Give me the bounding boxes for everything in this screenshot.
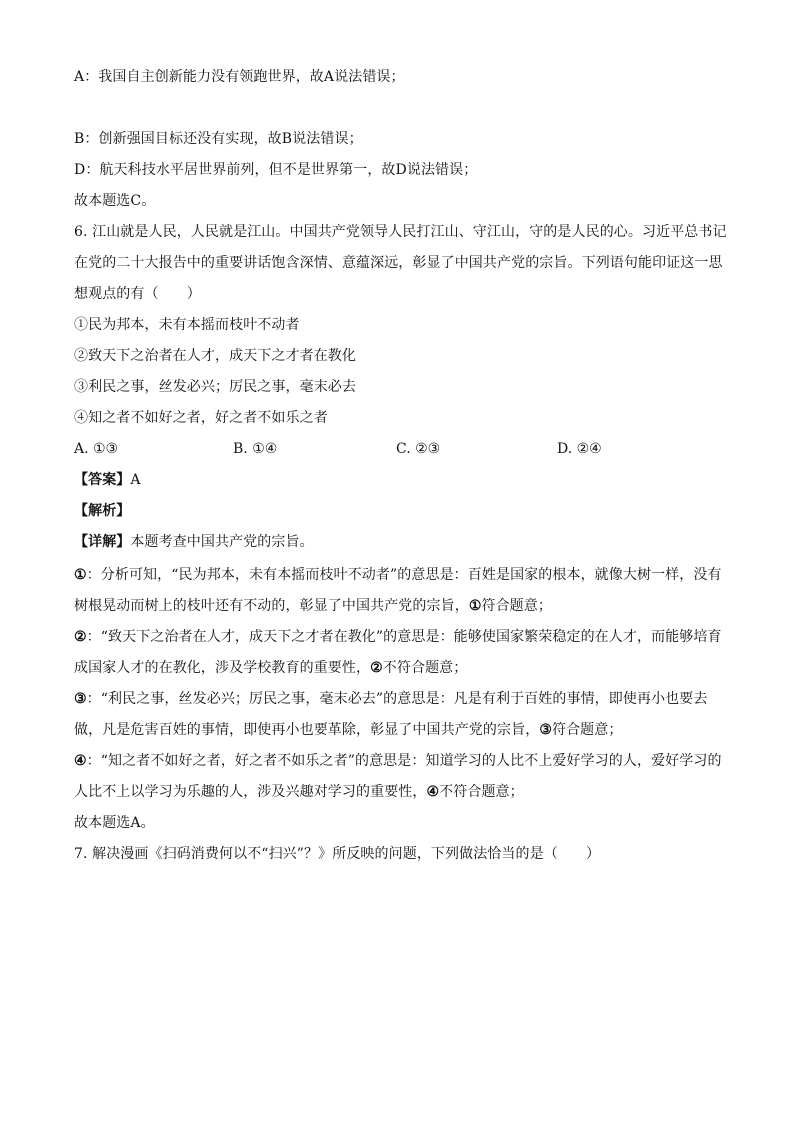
explanation-1-text2: 树根晃动而树上的枝叶还有不动的，彰显了中国共产党的宗旨，	[74, 598, 469, 614]
explanation-2-verdict-num: ②	[370, 660, 383, 676]
q6-option-b: B. ①④	[233, 441, 278, 457]
explanation-3-num: ③	[74, 691, 87, 707]
q6-stem-line1: 6. 江山就是人民，人民就是江山。中国共产党领导人民打江山、守江山，守的是人民的心。习近平总书记	[74, 224, 727, 240]
q6-option-d: D. ②④	[557, 441, 602, 457]
explanation-4-verdict: 不符合题意；	[439, 784, 524, 800]
q6-explanation-3-line1	[74, 689, 724, 709]
q6-stem-line3: 想观点的有（ ）	[74, 286, 201, 302]
explanation-1-verdict: 符合题意；	[481, 598, 552, 614]
explanation-3-verdict-num: ③	[539, 722, 552, 738]
q6-option-a: A. ①③	[74, 441, 119, 457]
q6-detail-intro	[74, 532, 724, 552]
explanation-2-text2: 成国家人才的在教化，涉及学校教育的重要性，	[74, 660, 371, 676]
prev-analysis-b: B：创新强国目标还没有实现，故B说法错误；	[74, 131, 363, 147]
q6-explanation-2-line2	[74, 658, 724, 678]
q6-conclusion: 故本题选A。	[74, 815, 155, 831]
explanation-2-num: ②	[74, 629, 87, 645]
explanation-4-verdict-num: ④	[426, 784, 440, 800]
q6-statement-4: ④知之者不如好之者，好之者不如乐之者	[74, 410, 328, 426]
explanation-3-verdict: 符合题意；	[551, 722, 623, 738]
explanation-4-text2: 人比不上以学习为乐趣的人，涉及兴趣对学习的重要性，	[74, 784, 427, 800]
analysis-tag: 【解析】	[74, 503, 131, 519]
explanation-2-verdict: 不符合题意；	[382, 660, 468, 676]
q6-option-c: C. ②③	[396, 441, 441, 457]
q6-explanation-2-line1	[74, 627, 724, 647]
q6-answer	[74, 470, 724, 490]
q6-statement-1: ①民为邦本，未有本摇而枝叶不动者	[74, 317, 300, 333]
explanation-1-verdict-num: ①	[468, 598, 482, 614]
q6-explanation-1-line2	[74, 596, 724, 616]
q6-explanation-1-line1	[74, 565, 724, 585]
q6-statement-2: ②致天下之治者在人才，成天下之才者在教化	[74, 348, 356, 364]
explanation-4-text: ：“知之者不如好之者，好之者不如乐之者”的意思是：知道学习的人比不上爱好学习的人，爱好学习的	[86, 753, 722, 769]
explanation-2-text: ：“致天下之治者在人才，成天下之才者在教化”的意思是：能够使国家繁荣稳定的在人才，而能够培育	[86, 629, 722, 645]
q6-explanation-3-line2	[74, 720, 724, 740]
explanation-1-num: ①	[74, 567, 87, 583]
explanation-1-text: ：分析可知，“民为邦本，未有本摇而枝叶不动者”的意思是：百姓是国家的根本，就像大树一样，没有	[86, 567, 722, 583]
q6-stem-line2: 在党的二十大报告中的重要讲话饱含深情、意蕴深远，彰显了中国共产党的宗旨。下列语句能印证这一思	[74, 255, 723, 271]
explanation-4-num: ④	[74, 753, 87, 769]
prev-conclusion: 故本题选C。	[74, 193, 156, 209]
q6-explanation-4-line1	[74, 751, 724, 771]
explanation-3-text2: 做，凡是危害百姓的事情，即使再小也要革除，彰显了中国共产党的宗旨，	[74, 722, 540, 738]
q7-stem: 7. 解决漫画《扫码消费何以不“扫兴”？》所反映的问题，下列做法恰当的是（ ）	[74, 846, 601, 862]
answer-tag: 【答案】	[74, 472, 131, 488]
detail-intro-text: 本题考查中国共产党的宗旨。	[130, 534, 314, 550]
detail-tag: 【详解】	[74, 534, 131, 550]
answer-value: A	[130, 472, 141, 488]
explanation-3-text: ：“利民之事，丝发必兴；厉民之事，毫末必去”的意思是：凡是有利于百姓的事情，即使再小也要去	[86, 691, 708, 707]
prev-analysis-a: A：我国自主创新能力没有领跑世界，故A说法错误；	[74, 69, 405, 85]
q6-explanation-4-line2	[74, 782, 724, 802]
q6-statement-3: ③利民之事，丝发必兴；厉民之事，毫末必去	[74, 379, 356, 395]
prev-analysis-d: D：航天科技水平居世界前列，但不是世界第一，故D说法错误；	[74, 162, 478, 178]
